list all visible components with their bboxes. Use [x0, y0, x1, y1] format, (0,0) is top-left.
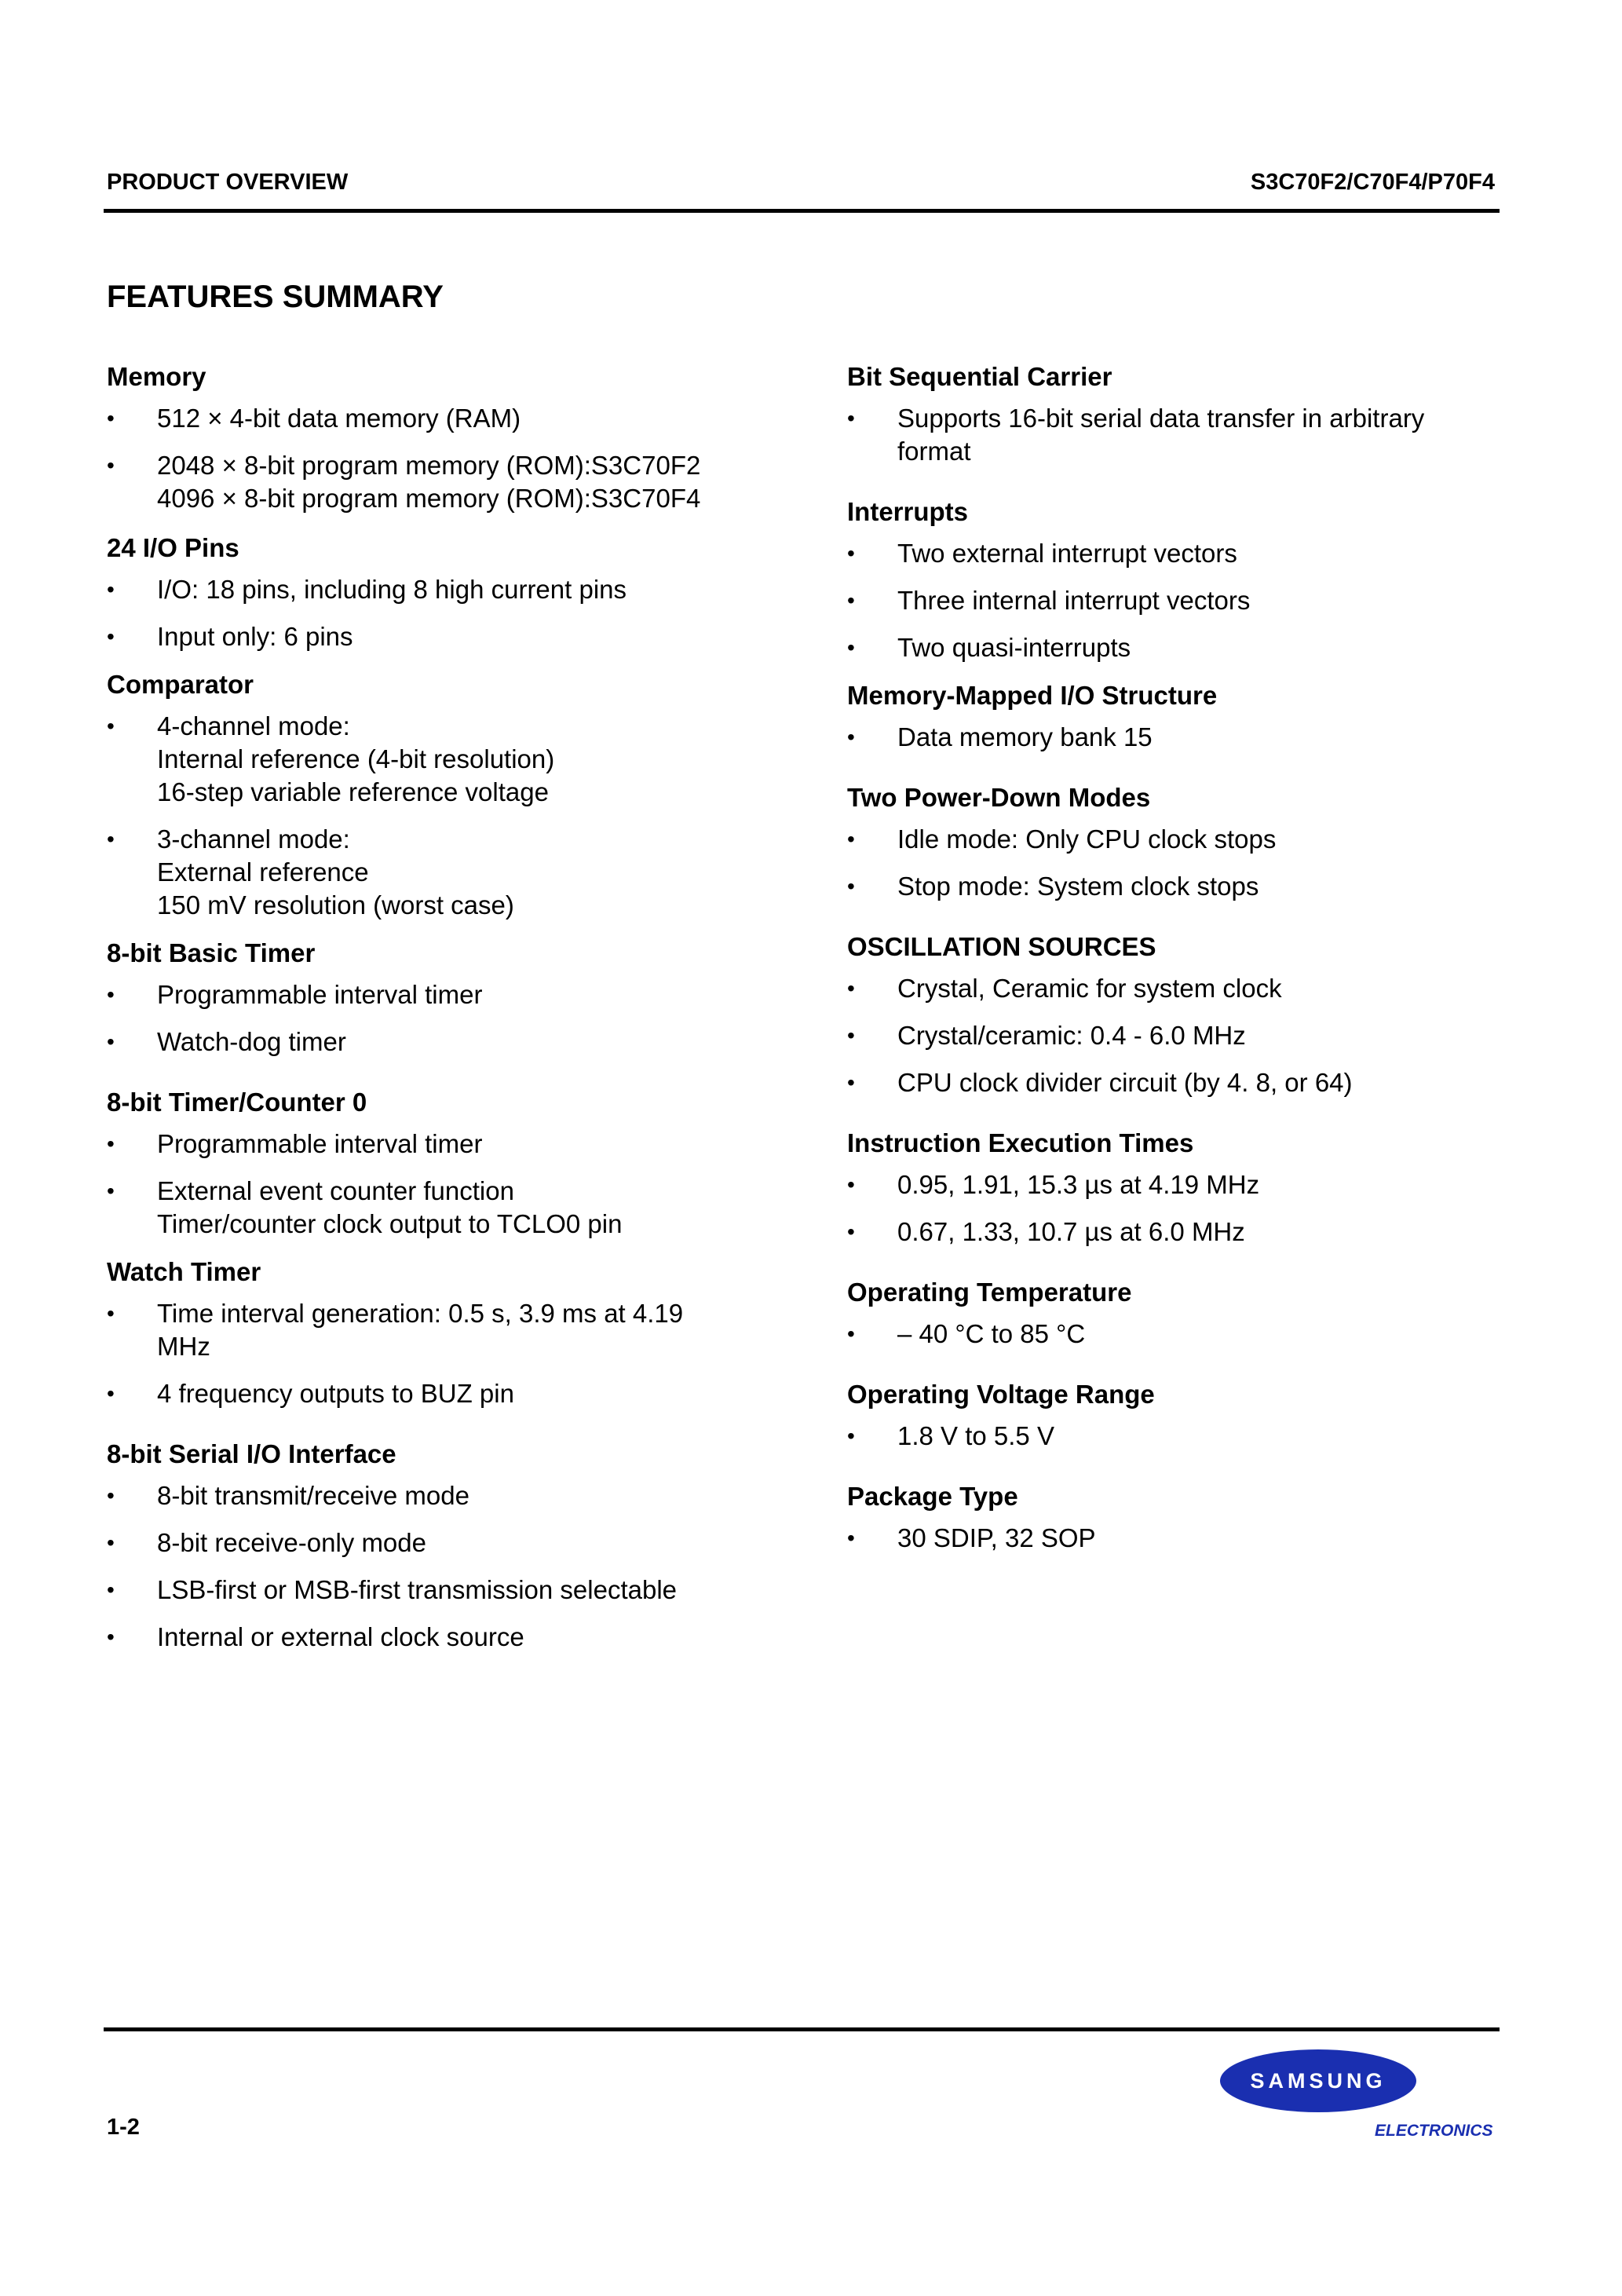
item-text: • Idle mode: Only CPU clock stops: [897, 824, 1277, 854]
list-item: [847, 1318, 1507, 1351]
item-text: • – 40 °C to 85 °C: [897, 1319, 1086, 1348]
list-item: [107, 1128, 766, 1161]
item-text: • 30 SDIP, 32 SOP: [897, 1523, 1096, 1552]
list-item: [847, 1019, 1507, 1052]
section-timer-counter: [107, 1085, 766, 1241]
list-item: [107, 449, 766, 515]
page-title: FEATURES SUMMARY: [107, 280, 444, 314]
list-item: [107, 402, 766, 435]
list-item: [847, 402, 1507, 468]
list-item: [107, 823, 766, 922]
item-text: • Internal or external clock source: [157, 1622, 524, 1651]
section-title: Instruction Execution Times: [847, 1128, 1194, 1157]
section-comparator: [107, 667, 766, 922]
list-item: [107, 1621, 766, 1654]
section-title: OSCILLATION SOURCES: [847, 932, 1156, 961]
list-item: [107, 1574, 766, 1607]
section-basic-timer: [107, 936, 766, 1058]
item-text: • 3-channel mode:: [157, 824, 350, 854]
item-text: • 8-bit receive-only mode: [157, 1528, 426, 1557]
section-title: Memory: [107, 362, 206, 391]
section-watch-timer: [107, 1255, 766, 1410]
logo-wordmark: SAMSUNG: [1250, 2069, 1386, 2093]
section-title: 8-bit Serial I/O Interface: [107, 1439, 396, 1468]
section-bit-sequential-carrier: [847, 360, 1507, 468]
item-text: • Two quasi-interrupts: [897, 633, 1131, 662]
section-title: Comparator: [107, 670, 254, 699]
list-item: [847, 1420, 1507, 1453]
list-item: [107, 978, 766, 1011]
list-item: [847, 823, 1507, 856]
list-item: [107, 1026, 766, 1058]
item-text: • 0.95, 1.91, 15.3 µs at 4.19 MHz: [897, 1170, 1260, 1199]
list-item: [847, 721, 1507, 754]
section-title: Interrupts: [847, 497, 969, 526]
item-text: • Input only: 6 pins: [157, 622, 353, 651]
section-memory: [107, 360, 766, 515]
section-title: Operating Temperature: [847, 1278, 1132, 1307]
item-text: • CPU clock divider circuit (by 4. 8, or 64): [897, 1068, 1353, 1097]
section-title: Package Type: [847, 1482, 1018, 1511]
item-text: • 2048 × 8-bit program memory (ROM):S3C70F2: [157, 451, 701, 480]
item-text: format: [897, 437, 971, 466]
list-item: [107, 1297, 766, 1363]
section-power-down-modes: [847, 781, 1507, 903]
item-text: • Programmable interval timer: [157, 1129, 483, 1158]
list-item: [847, 1066, 1507, 1099]
list-item: [107, 620, 766, 653]
item-text: • Supports 16-bit serial data transfer in arbitrary: [897, 404, 1425, 433]
item-text: 16-step variable reference voltage: [157, 777, 549, 806]
section-title: Operating Voltage Range: [847, 1380, 1155, 1409]
list-item: [847, 1522, 1507, 1555]
section-oscillation-sources: [847, 930, 1507, 1099]
item-text: • 512 × 4-bit data memory (RAM): [157, 404, 521, 433]
item-text: • 1.8 V to 5.5 V: [897, 1421, 1054, 1450]
list-item: [107, 1175, 766, 1241]
list-item: [107, 1479, 766, 1512]
section-execution-times: [847, 1126, 1507, 1249]
section-title: 8-bit Basic Timer: [107, 938, 316, 967]
list-item: [847, 972, 1507, 1005]
section-operating-temperature: [847, 1275, 1507, 1351]
item-text: • Programmable interval timer: [157, 980, 483, 1009]
section-title: Memory-Mapped I/O Structure: [847, 681, 1218, 710]
item-text: External reference: [157, 857, 369, 887]
section-title: Watch Timer: [107, 1257, 261, 1286]
header-rule: [104, 209, 1500, 213]
right-column: [847, 360, 1507, 1569]
item-text: • Watch-dog timer: [157, 1027, 346, 1056]
item-text: • Data memory bank 15: [897, 722, 1153, 751]
list-item: [107, 710, 766, 809]
item-text: 4096 × 8-bit program memory (ROM):S3C70F4: [157, 484, 701, 513]
section-title: 8-bit Timer/Counter 0: [107, 1088, 367, 1117]
item-text: MHz: [157, 1332, 210, 1361]
item-text: • Stop mode: System clock stops: [897, 872, 1259, 901]
item-text: • External event counter function: [157, 1176, 514, 1205]
section-title: Bit Sequential Carrier: [847, 362, 1112, 391]
section-interrupts: [847, 495, 1507, 664]
left-column: [107, 360, 766, 1668]
header-part-number: S3C70F2/C70F4/P70F4: [1250, 170, 1495, 195]
item-text: • 8-bit transmit/receive mode: [157, 1481, 469, 1510]
section-title: 24 I/O Pins: [107, 533, 239, 562]
list-item: [107, 1526, 766, 1559]
footer-rule: [104, 2027, 1500, 2031]
item-text: • 0.67, 1.33, 10.7 µs at 6.0 MHz: [897, 1217, 1245, 1246]
item-text: 150 mV resolution (worst case): [157, 890, 514, 919]
page-number: 1-2: [107, 2115, 140, 2140]
item-text: • LSB-first or MSB-first transmission selectable: [157, 1575, 678, 1604]
item-text: • Crystal, Ceramic for system clock: [897, 974, 1282, 1003]
list-item: [107, 1377, 766, 1410]
item-text: • Crystal/ceramic: 0.4 - 6.0 MHz: [897, 1021, 1246, 1050]
item-text: • Two external interrupt vectors: [897, 539, 1237, 568]
list-item: [847, 631, 1507, 664]
item-text: • Three internal interrupt vectors: [897, 586, 1251, 615]
list-item: [847, 1168, 1507, 1201]
item-text: • I/O: 18 pins, including 8 high current pins: [157, 575, 627, 604]
header-section-label: PRODUCT OVERVIEW: [107, 170, 349, 195]
item-text: Timer/counter clock output to TCLO0 pin: [157, 1209, 623, 1238]
item-text: • 4 frequency outputs to BUZ pin: [157, 1379, 514, 1408]
list-item: [847, 537, 1507, 570]
logo-subtitle: ELECTRONICS: [1375, 2122, 1493, 2140]
section-package-type: [847, 1479, 1507, 1555]
list-item: [847, 584, 1507, 617]
list-item: [847, 1216, 1507, 1249]
item-text: Internal reference (4-bit resolution): [157, 744, 555, 773]
list-item: [107, 573, 766, 606]
list-item: [847, 870, 1507, 903]
samsung-logo: [1220, 2049, 1416, 2112]
section-serial-io: [107, 1437, 766, 1654]
section-memory-mapped-io: [847, 678, 1507, 754]
section-operating-voltage: [847, 1377, 1507, 1453]
section-io-pins: [107, 531, 766, 653]
section-title: Two Power-Down Modes: [847, 783, 1151, 812]
item-text: • 4-channel mode:: [157, 711, 350, 740]
item-text: • Time interval generation: 0.5 s, 3.9 ms at 4.19: [157, 1299, 684, 1328]
